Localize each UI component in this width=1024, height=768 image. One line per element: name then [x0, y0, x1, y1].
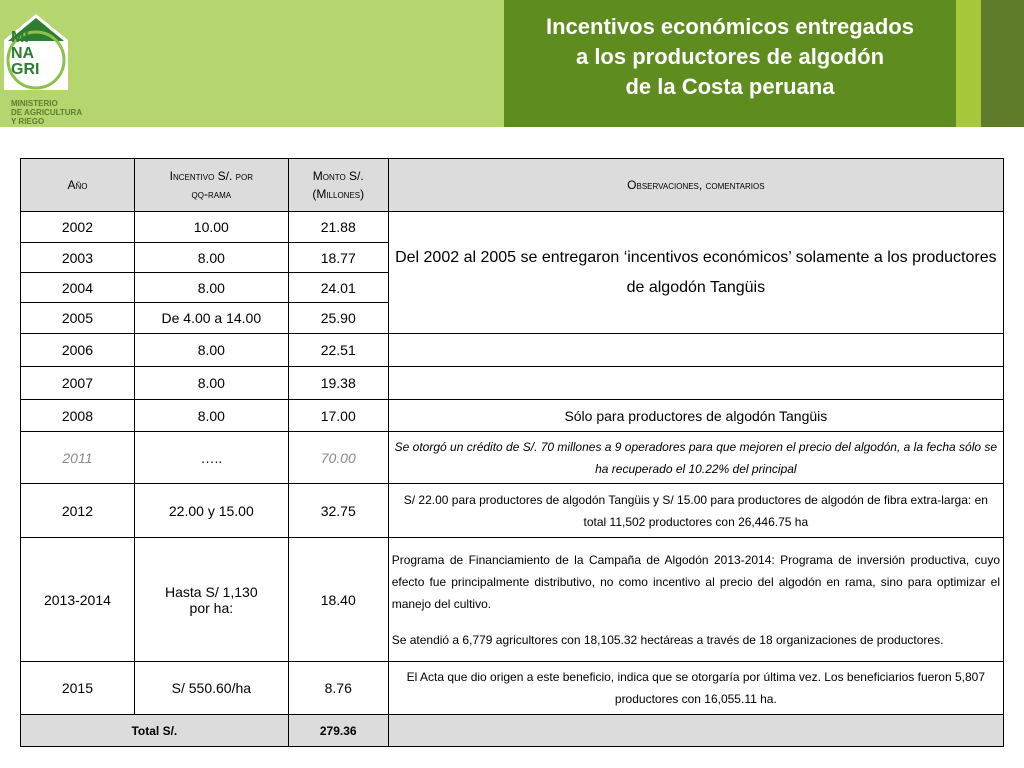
- decorative-stripe-dark: [981, 0, 1024, 127]
- incentives-table: [20, 158, 1004, 747]
- cell-amount: 25.90: [288, 303, 388, 334]
- ministerio-label: MINISTERIO DE AGRICULTURA Y RIEGO: [11, 99, 83, 126]
- cell-year: 2004: [21, 273, 135, 303]
- cell-amount: 18.77: [288, 243, 388, 273]
- cell-incentive: …..: [134, 432, 288, 484]
- cell-amount: 22.51: [288, 334, 388, 367]
- cell-incentive: 8.00: [134, 400, 288, 432]
- cell-incentive: 22.00 y 15.00: [134, 484, 288, 538]
- cell-amount: 21.88: [288, 212, 388, 243]
- cell-incentive: 8.00: [134, 334, 288, 367]
- page-title: Incentivos económicos entregados a los productores de algodón de la Costa peruana: [546, 14, 914, 99]
- table-row: [21, 400, 1004, 432]
- cell-incentive: 8.00: [134, 367, 288, 400]
- minagri-logo: [0, 0, 110, 127]
- cell-year: 2007: [21, 367, 135, 400]
- total-row: [21, 715, 1004, 747]
- header-incentive: Incentivo S/. por qq-rama: [134, 159, 288, 212]
- cell-observation-2012: S/ 22.00 para productores de algodón Tangüis y S/ 15.00 para productores de algodón de fibra extra-larga: en total 11,502 productores con 26,446.75 ha: [388, 484, 1003, 538]
- table-row: [21, 212, 1004, 243]
- cell-year: 2002: [21, 212, 135, 243]
- cell-year: 2005: [21, 303, 135, 334]
- cell-observation-empty: [388, 334, 1003, 367]
- decorative-stripe-light: [956, 0, 981, 127]
- cell-incentive: 10.00: [134, 212, 288, 243]
- cell-year: 2008: [21, 400, 135, 432]
- cell-amount: 24.01: [288, 273, 388, 303]
- header-year: Año: [21, 159, 135, 212]
- logo-text: MI NA GRI: [11, 29, 40, 78]
- cell-amount: 70.00: [288, 432, 388, 484]
- table-row: [21, 432, 1004, 484]
- cell-observation-2011: Se otorgó un crédito de S/. 70 millones a 9 operadores para que mejoren el precio del algodón, a la fecha sólo se ha recuperado el 10.22% del principal: [388, 432, 1003, 484]
- cell-year: 2011: [21, 432, 135, 484]
- cell-amount: 8.76: [288, 662, 388, 715]
- table-row: [21, 367, 1004, 400]
- table-row: [21, 334, 1004, 367]
- cell-amount: 17.00: [288, 400, 388, 432]
- table-header-row: [21, 159, 1004, 212]
- table-row: [21, 662, 1004, 715]
- cell-observation-2008: Sólo para productores de algodón Tangüis: [388, 400, 1003, 432]
- cell-observation-2013-2014: Programa de Financiamiento de la Campaña de Algodón 2013-2014: Programa de inversión productiva, cuyo efecto fue principalmente distributivo, no como incentivo al precio del algodón en rama, sino para optimizar el manejo del cultivo. Se atendió a 6,779 agricultores con 18,105.32 hectáreas a través de 18 organizaciones de productores.: [388, 538, 1003, 662]
- title-box: [504, 0, 956, 127]
- cell-year: 2013-2014: [21, 538, 135, 662]
- cell-year: 2003: [21, 243, 135, 273]
- cell-observation-2015: El Acta que dio origen a este beneficio, indica que se otorgaría por última vez. Los beneficiarios fueron 5,807 productores con 16,055.11 ha.: [388, 662, 1003, 715]
- header-observations: Observaciones, comentarios: [388, 159, 1003, 212]
- cell-incentive: 8.00: [134, 273, 288, 303]
- table-row: [21, 484, 1004, 538]
- cell-incentive: S/ 550.60/ha: [134, 662, 288, 715]
- cell-year: 2006: [21, 334, 135, 367]
- cell-amount: 32.75: [288, 484, 388, 538]
- cell-observation-empty: [388, 367, 1003, 400]
- cell-amount: 18.40: [288, 538, 388, 662]
- cell-observation-2002-2005: Del 2002 al 2005 se entregaron ‘incentivos económicos’ solamente a los productores de algodón Tangüis: [388, 212, 1003, 334]
- cell-incentive: Hasta S/ 1,130 por ha:: [134, 538, 288, 662]
- cell-amount: 19.38: [288, 367, 388, 400]
- cell-year: 2015: [21, 662, 135, 715]
- cell-incentive: 8.00: [134, 243, 288, 273]
- cell-observation-empty: [388, 715, 1003, 747]
- cell-incentive: De 4.00 a 14.00: [134, 303, 288, 334]
- total-label: Total S/.: [21, 715, 289, 747]
- table-row: [21, 538, 1004, 662]
- total-value: 279.36: [288, 715, 388, 747]
- cell-year: 2012: [21, 484, 135, 538]
- header-band: [0, 0, 1024, 127]
- header-amount: Monto S/. (Millones): [288, 159, 388, 212]
